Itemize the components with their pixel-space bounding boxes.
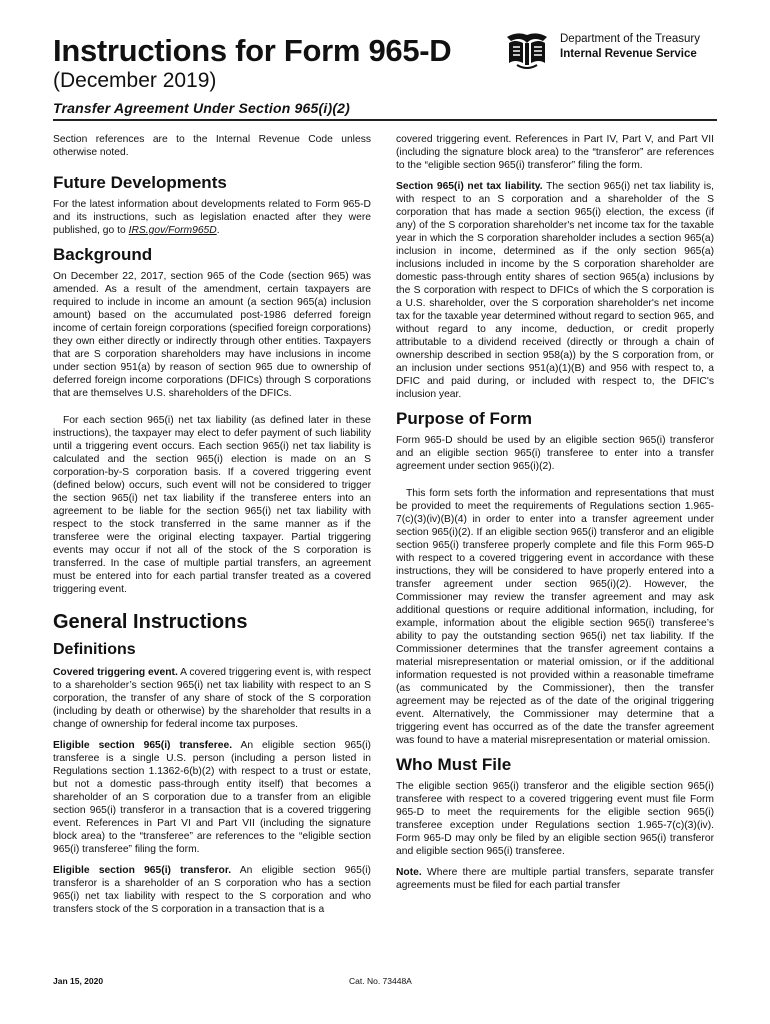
definition-net-tax-liability: Section 965(i) net tax liability. The section 965(i) net tax liability is, with respect to an S corporation and a shareholder of the S corporation that has made a section 965(i) election, the excess (if any) of the S corporation shareholder's net income tax for the taxable year in which the S corporation shareholder includes a section 965(a) inclusion in income, determined as if the only section 965(a) inclusions included in income by the S corporation shareholder are domestic pass-through entity shares of section 965(a) inclusions by the S corporation with respect to DFICs of which the S corporation is a U.S. shareholder, over the S corporation shareholder's net income tax for the taxable year determined without regard to section 965, and without regard to any income, deduction, or credit properly attributable to a dividend received (directly or through a chain of ownership described in section 958(a)) by the S corporation from, or an inclusion under sections 951(a)(1)(B) and 956 with respect to, a DFIC and paid during, or included with respect to, the DFIC's inclusion year.	[396, 181, 715, 400]
definition-covered-triggering-event: Covered triggering event. A covered triggering event is, with respect to a shareholder’s section 965(i) net tax liability with respect to an S corporation, the transfer of any share of stock of the S corporation (including by death or otherwise) by the shareholder that results in a change of ownership for federal income tax purposes.	[53, 667, 372, 730]
general-instructions-heading: General Instructions	[53, 611, 248, 633]
page-title: Instructions for Form 965-D	[53, 33, 452, 68]
left-column	[53, 133, 371, 916]
note-text: Note. Where there are multiple partial transfers, separate transfer agreements must be filed for each partial transfer	[396, 867, 714, 891]
transferor-definition-continued: covered triggering event. References in Part IV, Part V, and Part VII (including the signature block area) to the “transferor” are references to the “eligible section 965(i) transferor” filing the form.	[396, 134, 714, 171]
definition-eligible-transferee: Eligible section 965(i) transferee. An eligible section 965(i) transferee is a single U.S. person (including a person listed in Regulations section 1.1362-6(b)(2) with respect to a trust or estate, but not a domestic pass-through entity itself) that becomes a shareholder of an S corporation due to a transfer from an eligible section 965(i) transferor in a transaction that is a covered triggering event. References in Part VI and Part VII (including the signature block area) to the “transferee” are references to the “eligible section 965(i) transferee” filing the form.	[53, 740, 371, 855]
who-must-file-heading: Who Must File	[396, 755, 512, 774]
definitions-heading: Definitions	[53, 641, 136, 658]
form965d-link[interactable]: IRS.gov/Form965D	[128, 225, 217, 236]
intro-text: Section references are to the Internal Revenue Code unless otherwise noted.	[53, 134, 371, 158]
form-subtitle: Transfer Agreement Under Section 965(i)(2)	[53, 100, 351, 116]
background-heading: Background	[53, 245, 153, 264]
who-must-file-text: The eligible section 965(i) transferor and the eligible section 965(i) transferee with respect to a covered triggering event must file Form 965-D to meet the requirements for the eligible section 965(i) transferee exception under Regulations section 1.965-7(c)(3)(iv). Form 965-D may only be filed by an eligible section 965(i) transferor and eligible section 965(i) transferee.	[396, 781, 714, 857]
future-developments-text: For the latest information about developments related to Form 965-D and its instructions, such as legislation enacted after they were published, go to IRS.gov/Form965D.	[53, 199, 371, 236]
catalog-number: Cat. No. 73448A	[349, 976, 412, 986]
purpose-paragraph-1: Form 965-D should be used by an eligible section 965(i) transferor and an eligible section 965(i) transferee to enter into a transfer agreement under section 965(i)(2).	[396, 435, 714, 472]
department-name: Department of the Treasury	[560, 33, 700, 45]
definition-eligible-transferor: Eligible section 965(i) transferor. An eligible section 965(i) transferor is a shareholder of an S corporation who has a section 965(i) net tax liability with respect to the S corporation and who transfers stock of the S corporation in a transaction that is a	[53, 865, 371, 915]
revision-date: (December 2019)	[53, 69, 217, 92]
footer-date: Jan 15, 2020	[53, 976, 104, 986]
background-paragraph-1: On December 22, 2017, section 965 of the Code (section 965) was amended. As a result of the amendment, certain taxpayers are required to include in income an amount (a section 965(a) inclusion amount) based on the accumulated post-1986 deferred foreign income of certain foreign corporations (specified foreign corporations) they own either directly or indirectly through other entities. Taxpayers that are S corporation shareholders may have inclusions in income under section 951(a) by reason of section 965 due to ownership of deferred foreign income corporations (DFICs) through S corporations that are themselves U.S. shareholders of the DFICs.	[53, 271, 371, 399]
purpose-paragraph-2: This form sets forth the information and representations that must be provided to meet the requirements of Regulations section 1.965-7(c)(3)(iv)(B)(4) in order to enter into a transfer agreement under section 965(i)(2). If an eligible section 965(i) transferor and an eligible section 965(i) transferee properly complete and file this Form 965-D with respect to a covered triggering event in accordance with these instructions, they will be considered to have properly entered into a transfer agreement under section 965(i)(2). However, the Commissioner may review the transfer agreement and may ask additional questions or require additional information, including, for example, information about the eligible section 965(i) transferee’s ability to pay the outstanding section 965(i) net tax liability. If the Commissioner determines that the transfer agreement contains a material misrepresentation or material omission, or if the additional information requested is not provided within a reasonable timeframe (as communicated by the Commissioner), then the transfer agreement may be rejected as of the date of the original triggering event. Alternatively, the Commissioner may determine that a triggering event has occurred as of the date the transfer agreement was found to have a material misrepresentation or material omission.	[396, 488, 714, 746]
agency-name: Internal Revenue Service	[560, 48, 697, 60]
purpose-of-form-heading: Purpose of Form	[396, 409, 533, 428]
future-developments-heading: Future Developments	[53, 173, 227, 192]
header-divider	[53, 119, 717, 121]
right-column	[396, 133, 714, 892]
irs-eagle-logo-icon	[503, 29, 551, 71]
background-paragraph-2: For each section 965(i) net tax liability (as defined later in these instructions), the taxpayer may elect to defer payment of such liability until a triggering event occurs. Each section 965(i) net tax liability is calculated and the section 965(i) election is made on an S corporation-by-S corporation basis. If a covered triggering event (defined below) occurs, such event will not be considered to trigger the section 965(i) net tax liability if the transferee enters into an agreement to be liable for the section 965(i) net tax liability with respect to the stock transferred in the same manner as if the transferee were the original electing taxpayer. Partial triggering events may occur if not all of the stock of the S corporation is transferred. In the case of multiple partial transfers, an agreement must be entered into for each partial transfer treated as a covered triggering event.	[53, 415, 371, 595]
